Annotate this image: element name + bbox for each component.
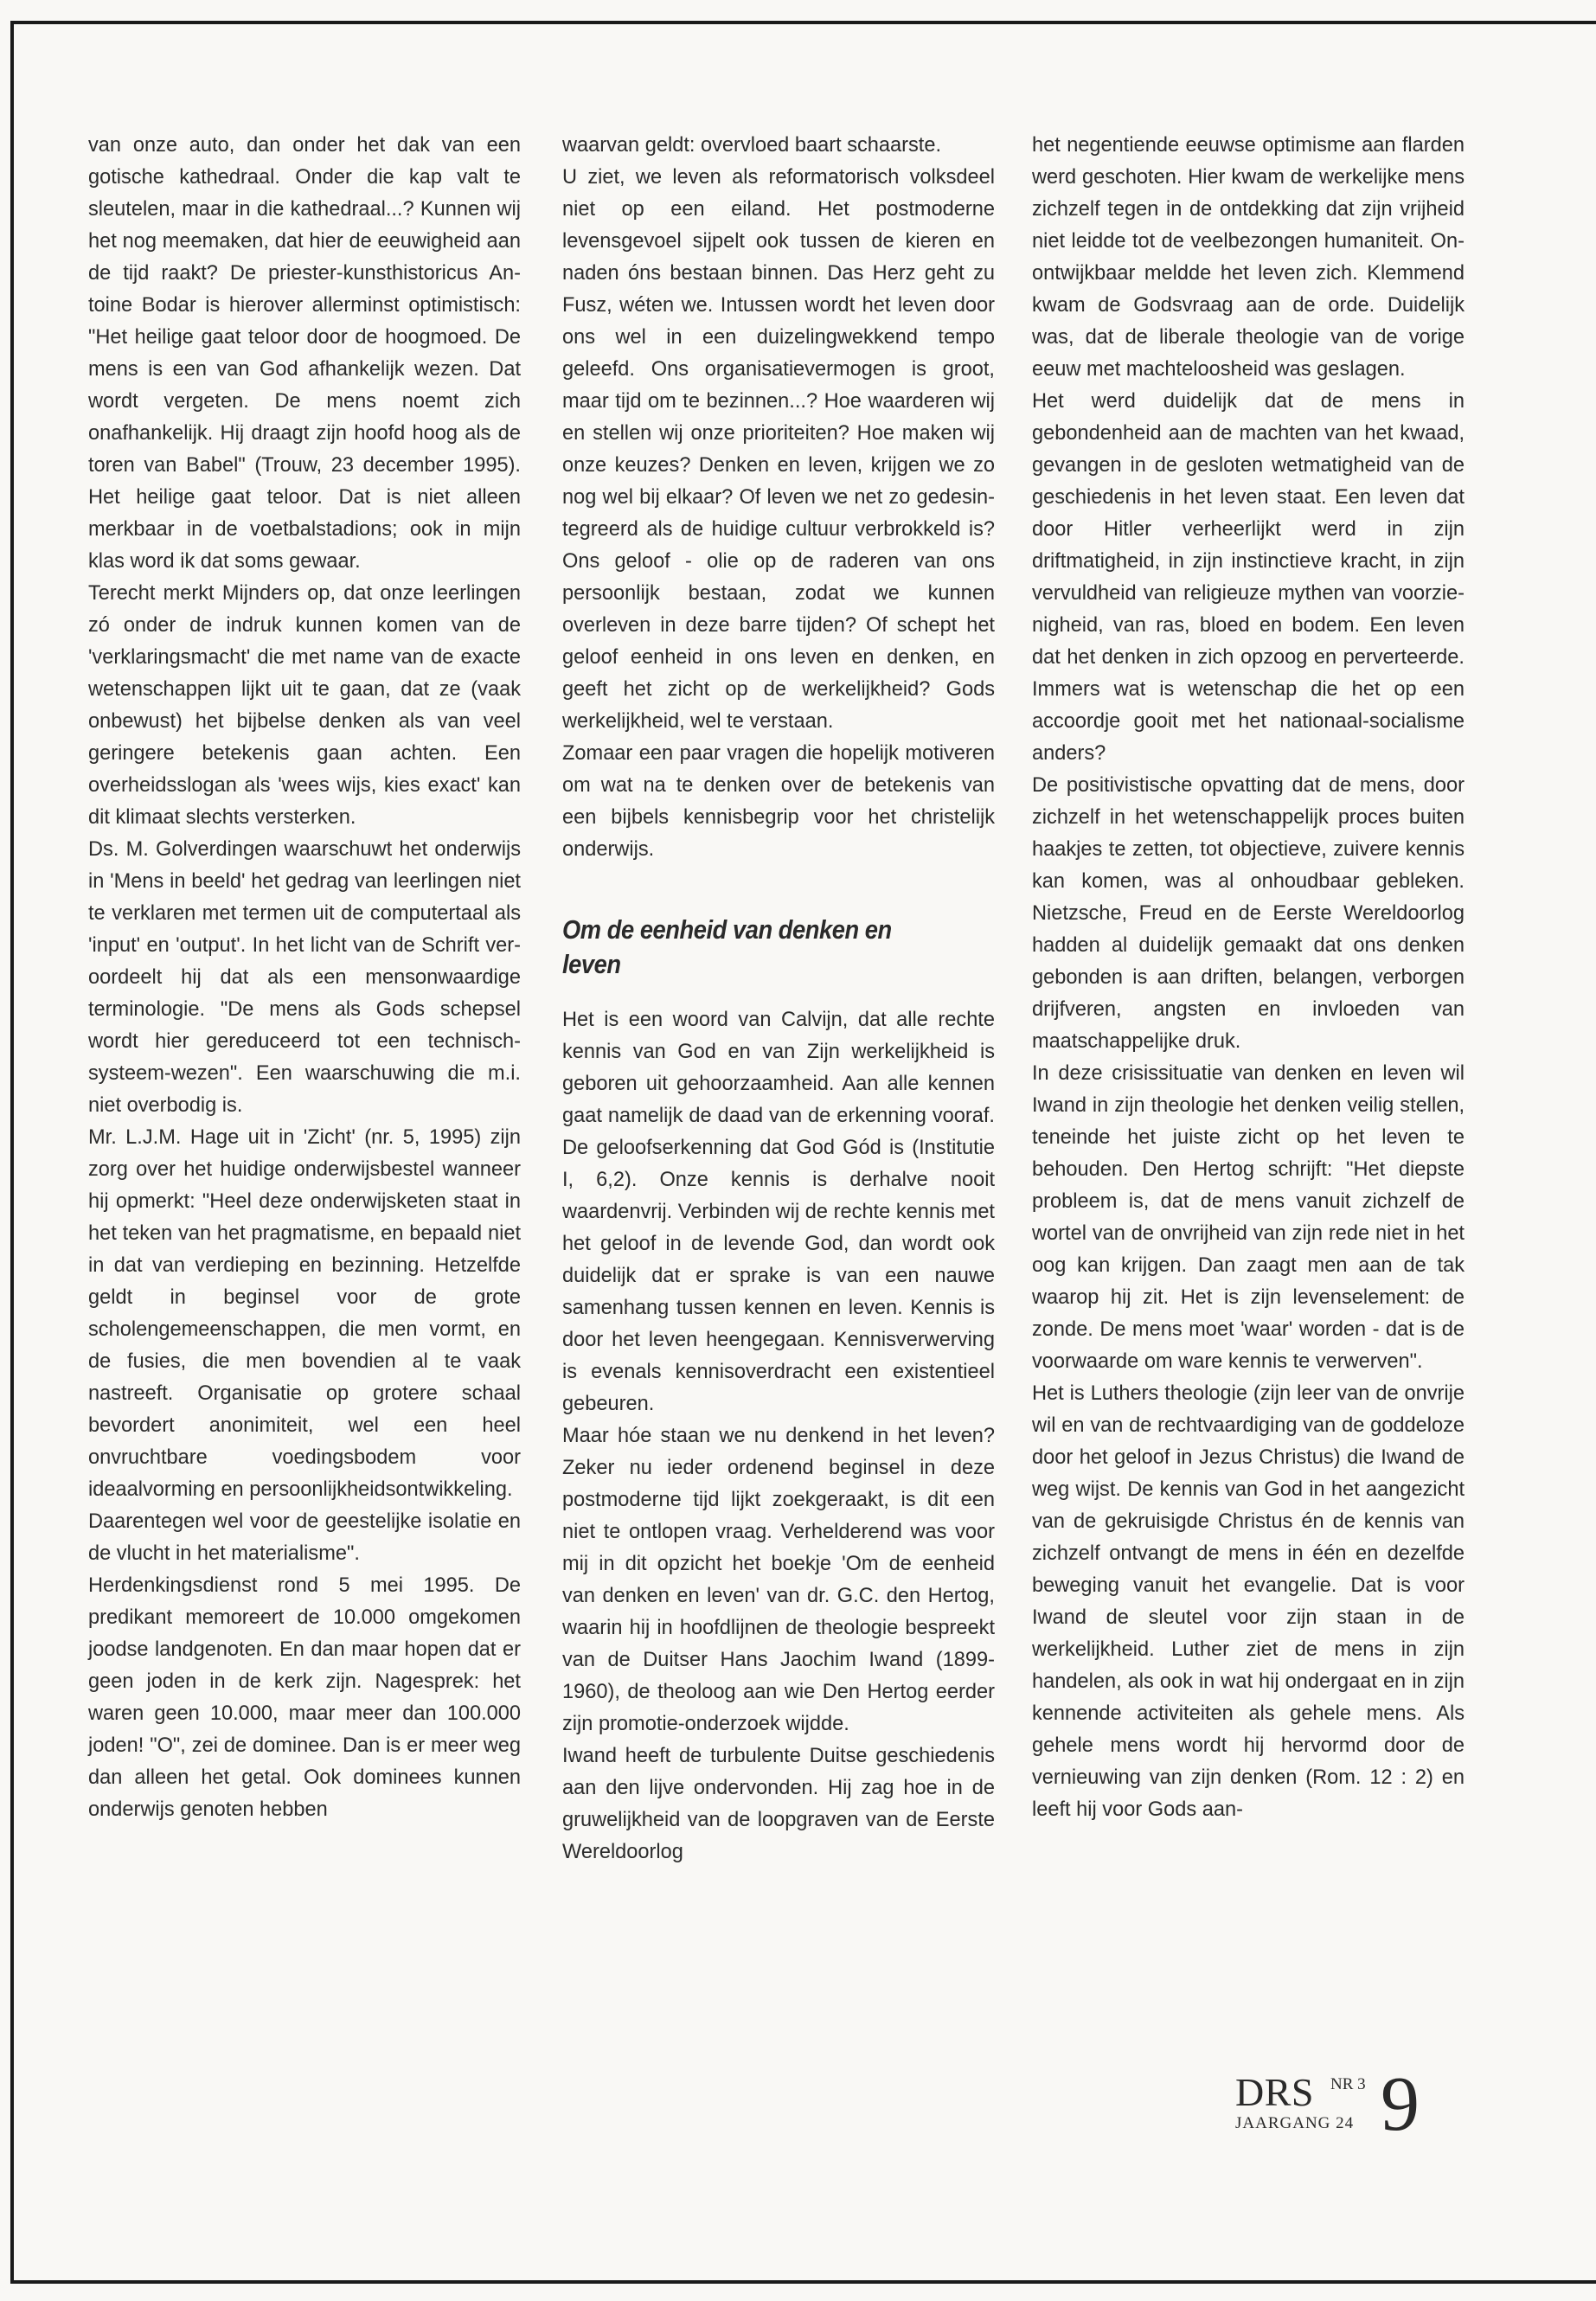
section-heading: Om de eenheid van denken en leven	[562, 914, 892, 979]
paragraph: Daarentegen wel voor de geestelijke isolatie en de vlucht in het materialisme".	[88, 1510, 521, 1565]
bottom-border-rule	[10, 2280, 1596, 2284]
paragraph: Iwand heeft de turbulente Duitse geschiedenis aan den lijve ondervonden. Hij zag hoe in de gruwelijkheid van de loopgraven van de Eerste Wereldoorlog	[562, 1745, 995, 1863]
paragraph: In deze crisissituatie van denken en leven wil Iwand in zijn theologie het denken veilig stellen, teneinde het juiste zicht op het leven te behouden. Den Hertog schrijft: "Het diepste probleem is, dat de mens vanuit zichzelf de wortel van de onvrijheid van zijn rede niet in het oog kan krijgen. Dan zaagt men aan de tak waarop hij zit. Het is zijn levenselement: de zonde. De mens moet 'waar' worden - dat is de voorwaarde om ware kennis te verwerven".	[1032, 1062, 1465, 1373]
paragraph: Mr. L.J.M. Hage uit in 'Zicht' (nr. 5, 1995) zijn zorg over het huidige onderwijsbestel wanneer hij opmerkt: "Heel deze onderwijsketen staat in het teken van het pragmatisme, en bepaald niet in dat van verdieping en bezinning. Hetzelfde geldt in beginsel voor de grote scholengemeenschappen, die men vormt, en de fusies, die men bovendien al te vaak nastreeft. Organisatie op grotere schaal bevordert anonimiteit, wel een heel onvruchtbare voedingsbodem voor ideaalvorming en persoonlijkheidsontwikkeling.	[88, 1126, 521, 1501]
magazine-name: DRS	[1235, 2070, 1314, 2114]
paragraph: Maar hóe staan we nu denkend in het leven? Zeker nu ieder ordenend beginsel in deze postmoderne tijd lijkt zoekgeraakt, is dit een niet te ontlopen vraag. Verhelderend was voor mij in dit opzicht het boekje 'Om de eenheid van denken en leven' van dr. G.C. den Hertog, waarin hij in hoofdlijnen de theologie bespreekt van de Duitser Hans Jaochim Iwand (1899-1960), de theoloog aan wie Den Hertog eerder zijn promotie-onderzoek wijdde.	[562, 1425, 995, 1735]
paragraph: U ziet, we leven als reformatorisch volksdeel niet op een eiland. Het postmoderne levensgevoel sijpelt ook tussen de kieren en naden óns bestaan binnen. Das Herz geht zu Fusz, wéten we. Intussen wordt het leven door ons wel in een duizelingwekkend tempo geleefd. Ons organisatievermogen is groot, maar tijd om te bezinnen...? Hoe waarderen wij en stellen wij onze prioriteiten? Hoe maken wij onze keuzes? Denken en leven, krijgen we zo nog wel bij elkaar? Of leven we net zo gedesintegreerd als de huidige cultuur verbrokkeld is? Ons geloof - olie op de raderen van ons persoonlijk bestaan, zodat we kunnen overleven in deze barre tijden? Of schept het geloof eenheid in ons leven en denken, en geeft het zicht op de werkelijkheid? Gods werkelijkheid, wel te verstaan.	[562, 166, 995, 733]
paragraph: Het is een woord van Calvijn, dat alle rechte kennis van God en van Zijn werkelijkheid is geboren uit gehoorzaamheid. Aan alle kennen gaat namelijk de daad van de erkenning vooraf. De geloofserkenning dat God Gód is (Institutie I, 6,2). Onze kennis is derhalve nooit waardenvrij. Verbinden wij de rechte kennis met het geloof in de levende God, dan wordt ook duidelijk dat er sprake is van een nauwe samenhang tussen kennen en leven. Kennis is door het leven heengegaan. Kennisverwerving is evenals kennisoverdracht een existentieel gebeuren.	[562, 1009, 995, 1415]
paragraph: Zomaar een paar vragen die hopelijk motiveren om wat na te denken over de betekenis van een bijbels kennisbegrip voor het christelijk onderwijs.	[562, 742, 995, 861]
issue-number: NR 3	[1330, 2075, 1366, 2093]
text-column-3	[1032, 130, 1465, 1826]
paragraph: Terecht merkt Mijnders op, dat onze leerlingen zó onder de indruk kunnen komen van de 'verklaringsmacht' die met name van de exacte wetenschappen lijkt uit te gaan, dat ze (vaak onbewust) het bijbelse denken als van veel geringere betekenis gaan achten. Een overheidsslogan als 'wees wijs, kies exact' kan dit klimaat slechts versterken.	[88, 582, 521, 829]
page-number: 9	[1381, 2061, 1420, 2147]
paragraph: De positivistische opvatting dat de mens, door zichzelf in het wetenschappelijk proces buiten haakjes te zetten, tot objectieve, zuivere kennis kan komen, was al onhoudbaar gebleken. Nietzsche, Freud en de Eerste Wereldoorlog hadden al duidelijk gemaakt dat ons denken gebonden is aan driften, belangen, verborgen drijfveren, angsten en invloeden van maatschappelijke druk.	[1032, 774, 1465, 1053]
paragraph: van onze auto, dan onder het dak van een gotische kathedraal. Onder die kap valt te sleutelen, maar in die kathedraal...? Kunnen wij het nog meemaken, dat hier de eeuwigheid aan de tijd raakt? De priester-kunsthistoricus Antoine Bodar is hierover allerminst optimistisch: "Het heilige gaat teloor door de hoogmoed. De mens is een van God afhankelijk wezen. Dat wordt vergeten. De mens noemt zich onafhankelijk. Hij draagt zijn hoofd hoog als de toren van Babel" (Trouw, 23 december 1995). Het heilige gaat teloor. Dat is niet alleen merkbaar in de voetbalstadions; ook in mijn klas word ik dat soms gewaar.	[88, 134, 521, 573]
page-footer	[1235, 2061, 1495, 2147]
paragraph: Ds. M. Golverdingen waarschuwt het onderwijs in 'Mens in beeld' het gedrag van leerlingen niet te verklaren met termen uit de computertaal als 'input' en 'output'. In het licht van de Schrift veroordeelt hij dat als een mensonwaardige terminologie. "De mens als Gods schepsel wordt hier gereduceerd tot een technisch-systeem-wezen". Een waarschuwing die m.i. niet overbodig is.	[88, 838, 521, 1117]
left-border-rule	[10, 21, 14, 2283]
paragraph: Het is Luthers theologie (zijn leer van de onvrije wil en van de rechtvaardiging van de goddeloze door het geloof in Jezus Christus) die Iwand de weg wijst. De kennis van God in het aangezicht van de gekruisigde Christus én de kennis van zichzelf ontvangt de mens in één en dezelfde beweging vanuit het evangelie. Dat is voor Iwand de sleutel voor zijn staan in de werkelijkheid. Luther ziet de mens in zijn handelen, als ook in wat hij ondergaat en in zijn kennende activiteiten als gehele mens. Als gehele mens wordt hij hervormd door de vernieuwing van zijn denken (Rom. 12 : 2) en leeft hij voor Gods aan-	[1032, 1382, 1465, 1821]
text-column-2	[562, 130, 995, 1868]
top-border-rule	[10, 21, 1596, 24]
paragraph: Herdenkingsdienst rond 5 mei 1995. De predikant memoreert de 10.000 omgekomen joodse landgenoten. En dan maar hopen dat er geen joden in de kerk zijn. Nagesprek: het waren geen 10.000, maar meer dan 100.000 joden! "O", zei de dominee. Dan is er meer weg dan alleen het getal. Ook dominees kunnen onderwijs genoten hebben	[88, 1574, 521, 1821]
text-column-1	[88, 130, 521, 1826]
paragraph: waarvan geldt: overvloed baart schaarste.	[562, 134, 942, 157]
paragraph: het negentiende eeuwse optimisme aan flarden werd geschoten. Hier kwam de werkelijke mens zichzelf tegen in de ontdekking dat zijn vrijheid niet leidde tot de veelbezongen humaniteit. Onontwijkbaar meldde het leven zich. Klemmend kwam de Godsvraag aan de orde. Duidelijk was, dat de liberale theologie van de vorige eeuw met machteloosheid was geslagen.	[1032, 134, 1465, 381]
volume-label: JAARGANG 24	[1235, 2114, 1355, 2132]
paragraph: Het werd duidelijk dat de mens in gebondenheid aan de machten van het kwaad, gevangen in de gesloten wetmatigheid van de geschiedenis in het leven staat. Een leven dat door Hitler verheerlijkt werd in zijn driftmatigheid, in zijn instinctieve kracht, in zijn vervuldheid van religieuze mythen van voorzienigheid, van ras, bloed en bodem. Een leven dat het denken in zich opzoog en perverteerde. Immers wat is wetenschap die het op een accoordje gooit met het nationaal-socialisme anders?	[1032, 390, 1465, 765]
